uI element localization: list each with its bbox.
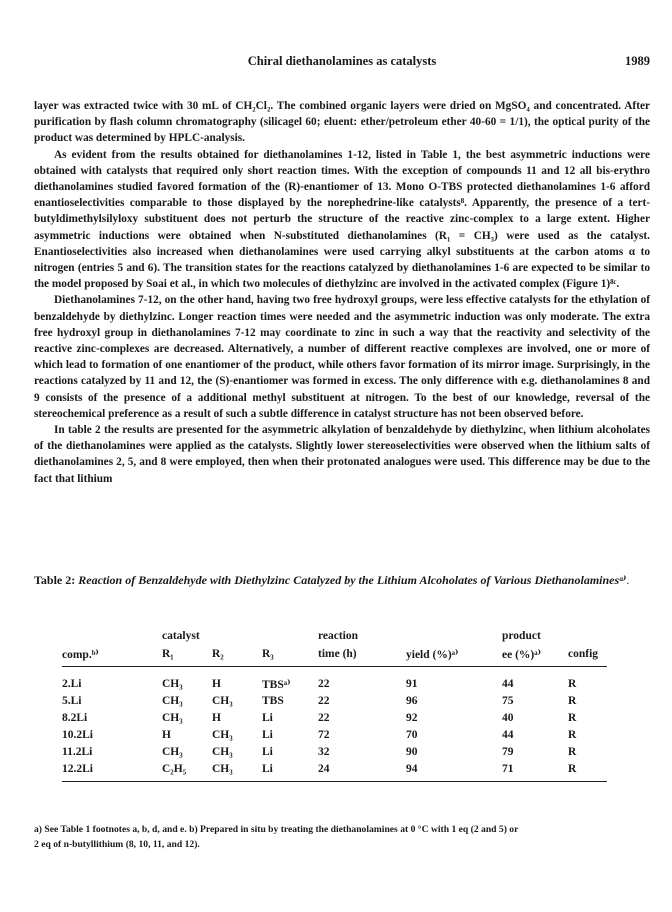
table-cell: Li — [262, 711, 273, 724]
table-title: Reaction of Benzaldehyde with Diethylzinc Catalyzed by the Lithium Alcoholates of Various Diethanolamines — [78, 573, 620, 587]
table-cell: C₂H₅ — [162, 760, 212, 782]
table-cell: 32 — [318, 745, 330, 758]
column-header: ee (%)ᵃ⁾ — [502, 644, 568, 667]
page-header — [34, 54, 650, 72]
page-number: 1989 — [625, 54, 650, 68]
table-cell: 92 — [406, 711, 418, 724]
table-row — [62, 726, 607, 743]
column-header: yield (%)ᵃ⁾ — [406, 644, 502, 667]
table-cell: 79 — [502, 745, 514, 758]
table-cell: CH₃ — [212, 760, 262, 782]
footnote-line-2: 2 eq of n-butyllithium (8, 10, 11, and 12). — [34, 839, 200, 850]
table-cell: 24 — [318, 760, 406, 782]
table-cell: 91 — [406, 677, 418, 690]
table-cell: 90 — [406, 745, 418, 758]
column-header: time (h) — [318, 644, 406, 667]
table-row — [62, 709, 607, 726]
table-cell: R — [568, 694, 577, 707]
table-cell: 96 — [406, 694, 418, 707]
column-header: R₂ — [212, 644, 262, 667]
table-cell: 12.2Li — [62, 760, 162, 782]
paragraph-3: Diethanolamines 7-12, on the other hand, having two free hydroxyl groups, were less effective catalysts for the ethylation of benzaldehyde by diethylzinc. Longer reaction times were needed and the asymmetric induction was only moderate. The extra free hydroxyl group in diethanolamines 7-12 may coordinate to zinc in such a way that the reactivity and selectivity of the reactive zinc-complexes are decreased. Alternatively, a number of different reactive complexes are involved, one or more of which lead to formation of one enantiomer of the product, while others favor formation of its mirror image. Surprisingly, in the reactions catalyzed by 11 and 12, the (S)-enantiomer was formed in excess. The only difference with e.g. diethanolamines 8 and 9 consists of the presence of a additional methyl substituent at nitrogen. To the best of our knowledge, reversal of the stereochemical preference as a result of such a subtle difference in catalyst structure has not been observed before. — [34, 294, 650, 420]
table-cell: H — [212, 677, 221, 690]
table-cell: CH₃ — [212, 745, 233, 758]
table-cell: CH₃ — [162, 694, 183, 707]
table-cell: R — [568, 728, 577, 741]
group-header-catalyst: catalyst — [162, 630, 200, 642]
table-cell: R — [568, 760, 607, 782]
table-label: Table 2: — [34, 573, 76, 587]
table-cell: R — [568, 745, 577, 758]
table-cell: CH₃ — [162, 745, 183, 758]
table-cell: CH₃ — [162, 677, 183, 690]
running-title: Chiral diethanolamines as catalysts — [247, 54, 437, 68]
table-cell: Li — [262, 728, 273, 741]
footnote-line-1: a) See Table 1 footnotes a, b, d, and e. b) Prepared in situ by treating the diethanolamines at 0 °C with 1 eq (2 and 5) or — [34, 824, 519, 835]
table-row — [62, 760, 607, 782]
table-cell: 70 — [406, 728, 418, 741]
table-cell: TBS — [262, 694, 284, 707]
table-cell: 72 — [318, 728, 330, 741]
table-cell: 94 — [406, 760, 502, 782]
column-header: comp.ᵇ⁾ — [62, 644, 162, 667]
table-cell: H — [162, 728, 171, 741]
paragraph-1: layer was extracted twice with 30 mL of CH₂Cl₂. The combined organic layers were dried on MgSO₄ and concentrated. After purification by flash column chromatography (silicagel 60; eluent: ether/petroleum ether 40-60 = 1/1), the optical purity of the product was determined by HPLC-analysis. — [34, 100, 650, 145]
table-cell: Li — [262, 745, 273, 758]
table-cell: 10.2Li — [62, 728, 93, 741]
table-cell: 44 — [502, 728, 514, 741]
table-cell: R — [568, 711, 577, 724]
table-cell: 44 — [502, 677, 514, 690]
table-cell: 8.2Li — [62, 711, 88, 724]
table-cell: 5.Li — [62, 694, 82, 707]
results-table — [62, 628, 607, 782]
table-cell: CH₃ — [212, 694, 233, 707]
table-cell: Li — [262, 760, 318, 782]
table-cell: 11.2Li — [62, 745, 93, 758]
table-cell: 71 — [502, 760, 568, 782]
table-row — [62, 667, 607, 693]
table-row — [62, 743, 607, 760]
table-cell: H — [212, 711, 221, 724]
column-header: config — [568, 644, 607, 667]
table-cell: 22 — [318, 711, 330, 724]
column-header: R₁ — [162, 644, 212, 667]
table-cell: 2.Li — [62, 677, 82, 690]
table-cell: CH₃ — [162, 711, 183, 724]
table-cell: TBSᵃ⁾ — [262, 678, 291, 691]
table-caption: Table 2: Reaction of Benzaldehyde with Diethylzinc Catalyzed by the Lithium Alcoholates of Various Diethanolaminesᵃ⁾. — [34, 573, 630, 587]
table-cell: 40 — [502, 711, 514, 724]
table-row — [62, 692, 607, 709]
table-cell: 22 — [318, 677, 330, 690]
body-text — [34, 98, 650, 487]
group-header-product: product — [502, 630, 541, 642]
column-header: R₃ — [262, 644, 318, 667]
group-header-reaction: reaction — [318, 630, 359, 642]
paragraph-4: In table 2 the results are presented for the asymmetric alkylation of benzaldehyde by diethylzinc, when lithium alcoholates of the diethanolamines were applied as the catalysts. Slightly lower stereoselectivities were observed when the lithium salts of diethanolamines 2, 5, and 8 were employed, then when their protonated analogues were used. This difference may be due to the fact that lithium — [34, 424, 650, 485]
table-cell: 22 — [318, 694, 330, 707]
paragraph-2: As evident from the results obtained for diethanolamines 1-12, listed in Table 1, the best asymmetric inductions were obtained with catalysts that required only short reaction times. With the exception of compounds 11 and 12 all bis-erythro diethanolamines studied favored formation of the (R)-enantiomer of 13. Mono O-TBS protected diethanolamines 1-6 afford enantioselectivities comparable to those displayed by the norephedrine-like catalysts⁸. Apparently, the presence of a tert-butyldimethylsilyloxy substituent does not perturb the structure of the reactive zinc-complex to a large extent. Higher asymmetric inductions were obtained when N-substituted diethanolamines (R₁ = CH₃) were used as the catalyst. Enantioselectivities also increased when diethanolamines were used carrying alkyl substituents at the carbon atoms α to nitrogen (entries 5 and 6). The transition states for the reactions catalyzed by diethanolamines 1-6 are expected to be similar to the model proposed by Soai et al., in which two molecules of diethylzinc are involved in the activated complex (Figure 1)⁸ᶜ. — [34, 148, 650, 291]
table-cell: CH₃ — [212, 728, 233, 741]
table-cell: 75 — [502, 694, 514, 707]
table-cell: R — [568, 677, 577, 690]
table-title-note: ᵃ⁾ — [619, 573, 627, 587]
table-footnote — [34, 822, 650, 852]
